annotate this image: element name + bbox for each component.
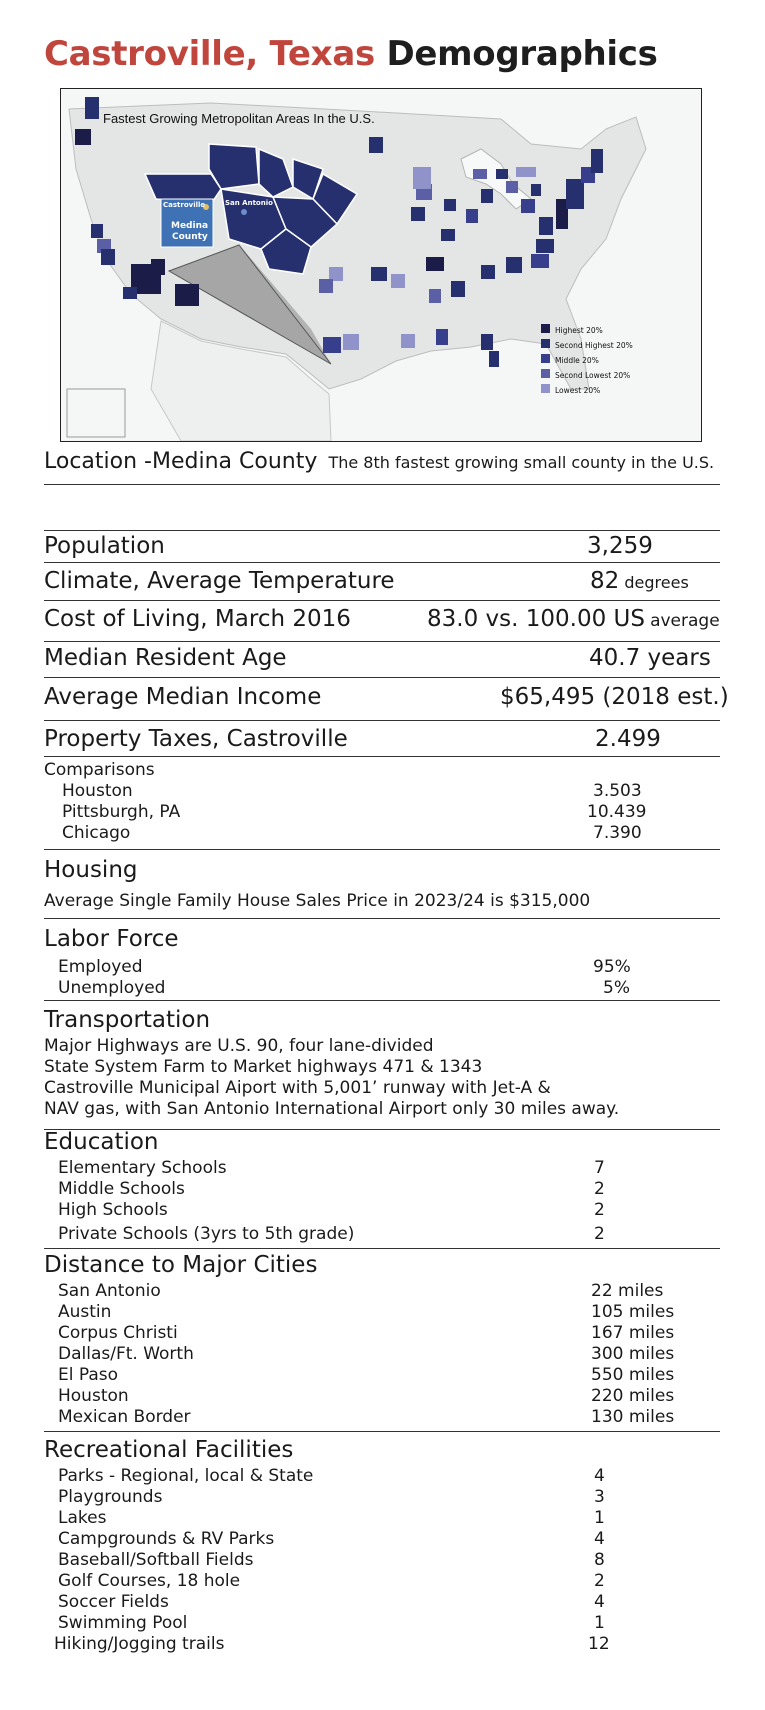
distance-label: Houston (58, 1386, 129, 1406)
location-label: Location -Medina County (44, 449, 318, 474)
stat-value-property-taxes: 2.499 (595, 726, 661, 752)
divider (44, 484, 720, 485)
recreation-label: Hiking/Jogging trails (54, 1634, 225, 1654)
recreation-label: Swimming Pool (58, 1613, 188, 1633)
education-label: Elementary Schools (58, 1158, 227, 1178)
recreation-label: Lakes (58, 1508, 107, 1528)
education-value: 2 (594, 1200, 605, 1220)
distance-label: Corpus Christi (58, 1323, 178, 1343)
housing-text: Average Single Family House Sales Price in 2023/24 is $315,000 (44, 891, 591, 911)
recreation-label: Playgrounds (58, 1487, 163, 1507)
divider (44, 641, 720, 642)
recreation-value: 1 (594, 1508, 605, 1528)
stat-value-cost-of-living (427, 606, 720, 632)
stat-label-population: Population (44, 533, 165, 559)
comparison-label: Chicago (62, 823, 131, 843)
distance-value: 22 miles (591, 1281, 664, 1301)
map-label-county: County (172, 232, 208, 242)
education-label: Middle Schools (58, 1179, 185, 1199)
transportation-heading: Transportation (44, 1007, 211, 1033)
legend-highest: Highest 20% (555, 326, 603, 335)
divider (44, 849, 720, 850)
stat-label-climate: Climate, Average Temperature (44, 568, 395, 594)
stat-label-property-taxes: Property Taxes, Castroville (44, 726, 348, 752)
stat-value-population: 3,259 (587, 533, 653, 559)
recreation-value: 2 (594, 1571, 605, 1591)
distance-label: El Paso (58, 1365, 119, 1385)
map-label-medina: Medina (171, 221, 209, 231)
recreation-value: 4 (594, 1529, 605, 1549)
legend-lowest: Lowest 20% (555, 386, 601, 395)
comparison-label: Houston (62, 781, 133, 801)
stat-label-cost-of-living: Cost of Living, March 2016 (44, 606, 351, 632)
distance-value: 105 miles (591, 1302, 675, 1322)
comparison-value: 3.503 (593, 781, 642, 801)
distance-value: 300 miles (591, 1344, 675, 1364)
divider (44, 1431, 720, 1432)
distance-value: 550 miles (591, 1365, 675, 1385)
education-heading: Education (44, 1129, 159, 1155)
transportation-line: NAV gas, with San Antonio International Airport only 30 miles away. (44, 1099, 620, 1119)
cost-value: 83.0 vs. 100.00 US (427, 606, 645, 632)
recreation-label: Baseball/Softball Fields (58, 1550, 254, 1570)
page-title (44, 34, 658, 74)
climate-unit: degrees (624, 573, 689, 592)
divider (44, 677, 720, 678)
distance-label: Dallas/Ft. Worth (58, 1344, 194, 1364)
education-label: High Schools (58, 1200, 168, 1220)
labor-heading: Labor Force (44, 926, 179, 952)
divider (44, 530, 720, 531)
labor-label: Employed (58, 957, 143, 977)
map-label-san-antonio: San Antonio (225, 199, 273, 207)
distance-heading: Distance to Major Cities (44, 1252, 318, 1278)
education-label: Private Schools (3yrs to 5th grade) (58, 1224, 355, 1244)
labor-value: 5% (603, 978, 630, 998)
education-value: 2 (594, 1179, 605, 1199)
recreation-label: Campgrounds & RV Parks (58, 1529, 275, 1549)
transportation-line: Major Highways are U.S. 90, four lane-divided (44, 1036, 434, 1056)
legend-second-lowest: Second Lowest 20% (555, 371, 631, 380)
map-caption: Fastest Growing Metropolitan Areas In the U.S. (103, 111, 375, 126)
divider (44, 600, 720, 601)
inset-box (67, 389, 125, 437)
distance-label: San Antonio (58, 1281, 161, 1301)
divider (44, 756, 720, 757)
location-note: The 8th fastest growing small county in the U.S. (328, 453, 715, 472)
labor-value: 95% (593, 957, 631, 977)
comparison-label: Pittsburgh, PA (62, 802, 181, 822)
comparison-value: 7.390 (593, 823, 642, 843)
recreation-heading: Recreational Facilities (44, 1437, 294, 1463)
distance-label: Austin (58, 1302, 112, 1322)
recreation-label: Parks - Regional, local & State (58, 1466, 314, 1486)
title-place: Castroville, Texas (44, 34, 375, 74)
recreation-value: 3 (594, 1487, 605, 1507)
divider (44, 720, 720, 721)
distance-label: Mexican Border (58, 1407, 191, 1427)
education-value: 7 (594, 1158, 605, 1178)
recreation-value: 4 (594, 1466, 605, 1486)
climate-value: 82 (590, 568, 620, 594)
legend-second-highest: Second Highest 20% (555, 341, 633, 350)
title-rest: Demographics (386, 34, 658, 74)
comparisons-heading: Comparisons (44, 760, 155, 780)
stat-value-climate (590, 568, 689, 594)
map-label-castroville: Castroville (163, 201, 206, 209)
divider (44, 562, 720, 563)
divider (44, 1248, 720, 1249)
distance-value: 167 miles (591, 1323, 675, 1343)
stat-value-median-age: 40.7 years (589, 645, 711, 671)
transportation-line: State System Farm to Market highways 471 & 1343 (44, 1057, 483, 1077)
comparison-value: 10.439 (587, 802, 647, 822)
recreation-label: Soccer Fields (58, 1592, 169, 1612)
stat-label-income: Average Median Income (44, 684, 322, 710)
distance-value: 220 miles (591, 1386, 675, 1406)
transportation-line: Castroville Municipal Aiport with 5,001’ runway with Jet-A & (44, 1078, 551, 1098)
education-value: 2 (594, 1224, 605, 1244)
recreation-label: Golf Courses, 18 hole (58, 1571, 241, 1591)
stat-label-median-age: Median Resident Age (44, 645, 287, 671)
growth-map (60, 88, 702, 442)
recreation-value: 1 (594, 1613, 605, 1633)
distance-value: 130 miles (591, 1407, 675, 1427)
recreation-value: 4 (594, 1592, 605, 1612)
recreation-value: 8 (594, 1550, 605, 1570)
legend-middle: Middle 20% (555, 356, 599, 365)
stat-value-income: $65,495 (2018 est.) (500, 684, 729, 710)
labor-label: Unemployed (58, 978, 166, 998)
map-legend (555, 323, 633, 398)
divider (44, 1000, 720, 1001)
cost-unit: average (650, 611, 720, 631)
divider (44, 918, 720, 919)
location-line (44, 449, 714, 474)
recreation-value: 12 (588, 1634, 610, 1654)
housing-heading: Housing (44, 857, 138, 883)
